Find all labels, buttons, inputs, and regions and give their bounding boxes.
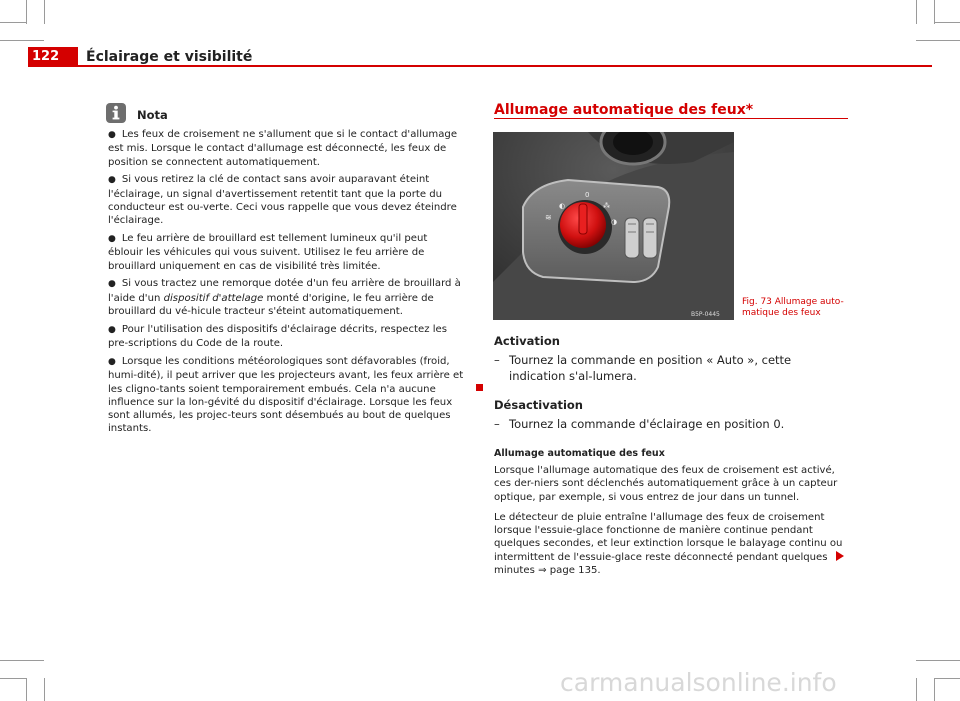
activation-heading: Activation [494,334,560,348]
section-end-marker [476,384,483,391]
note-bullet-text: Lorsque les conditions météorologiques sont défavorables (froid, humi-dité), il peut arriver que les projecteurs avant, les feux arrière et les cligno-tants soient temporairement embués. Cela n'a aucune influence sur la lon-gévité du dispositif d'éclairage. Lorsque les feux sont allumés, les projec-teurs sont désembués au bout de quelques instants. [108,355,464,435]
section-title: Allumage automatique des feux* [494,102,754,118]
watermark: carmanualsonline.info [560,668,837,697]
crop-mark [916,660,960,661]
note-bullet-text: Si vous retirez la clé de contact sans avoir auparavant éteint l'éclairage, un signal d'avertissement retentit tant que la porte du conducteur est ou-verte. Ceci vous rappelle que vous devez éteindre l'éclairage. [108,174,457,227]
bullet-dot-icon: ● [108,175,116,186]
light-switch-photo [493,132,734,320]
dash-marker: – [494,353,500,367]
figure-caption [742,297,852,319]
crop-mark [0,678,26,679]
chapter-title: Éclairage et visibilité [86,49,253,65]
crop-mark [916,678,917,701]
svg-text:◑: ◑ [611,218,618,226]
crop-mark [44,0,45,24]
note-heading [105,102,464,124]
crop-mark [934,678,935,701]
crop-mark [44,678,45,701]
note-bullet [108,128,464,169]
note-bullet [108,323,464,351]
figure-caption-line: matique des feux [742,308,821,318]
note-bullet [108,232,464,273]
crop-mark [916,0,917,24]
note-bullet-text: monté d'origine, le feu arrière de brouillard du vé-hicule tracteur s'éteint automatiquement. [108,292,434,318]
activation-step [494,352,850,384]
crop-mark [26,678,27,701]
svg-text:◐: ◐ [559,202,566,210]
svg-text:⁂: ⁂ [603,202,610,210]
procedure-column [494,334,850,577]
crop-mark [934,678,960,679]
figure-caption-line: Fig. 73 Allumage auto- [742,297,844,307]
bullet-dot-icon: ● [108,279,116,290]
crop-mark [934,22,960,23]
header-rule [28,65,932,67]
note-bullet-text: Pour l'utilisation des dispositifs d'éclairage décrits, respectez les pre-scriptions du Code de la route. [108,323,447,350]
note-bullet-text: Si vous tractez une remorque dotée d'un feu arrière de brouillard à l'aide d'un [108,278,461,304]
deactivation-step [494,416,850,432]
figure-code: B5P-0445 [691,311,720,318]
crop-mark [0,22,26,23]
bullet-dot-icon: ● [108,234,116,245]
note-bullet [108,173,464,227]
deactivation-heading: Désactivation [494,398,583,412]
svg-text:0: 0 [585,191,590,199]
deactivation-step-text: Tournez la commande d'éclairage en position 0. [509,417,785,431]
note-bullet-text: Les feux de croisement ne s'allument que si le contact d'allumage est mis. Lorsque le contact d'allumage est déconnecté, les feux de position se connectent automatiquement. [108,129,458,168]
rain-sensor-paragraph: Le détecteur de pluie entraîne l'allumage des feux de croisement lorsque l'essuie-glace fonctionne de manière continue pendant quelques secondes, et leur extinction lorsque le balayage continu ou intermittent de l'essuie-glace reste déconnecté pendant quelques minutes ⇒ page 135. [494,511,843,577]
note-title: Nota [137,108,168,123]
activation-step-text: Tournez la commande en position « Auto », cette indication s'al-lumera. [509,353,792,383]
note-bullet [108,277,464,318]
svg-text:≋: ≋ [545,213,552,222]
continue-arrow-icon [836,551,844,561]
crop-mark [934,0,935,24]
crop-mark [0,40,44,41]
crop-mark [0,660,44,661]
dash-marker: – [494,417,500,431]
light-switch-figure [493,132,734,320]
page-number: 122 [28,47,78,67]
bullet-dot-icon: ● [108,356,116,367]
info-icon [105,102,127,124]
emphasis-term: dispositif d'attelage [163,292,264,304]
auto-lights-paragraph: Lorsque l'allumage automatique des feux de croisement est activé, ces der-niers sont déclenchés automatiquement grâce à un capteur optique, par exemple, si vous entrez de jour dans un tunnel. [494,465,838,503]
crop-mark [26,0,27,24]
crop-mark [916,40,960,41]
section-rule [494,118,848,119]
note-bullet [108,355,464,436]
bullet-dot-icon: ● [108,324,116,335]
note-bullet-text: Le feu arrière de brouillard est tellement lumineux qu'il peut éblouir les véhicules qui vous suivent. Utilisez le feu arrière de brouillard uniquement en cas de visibilité très limitée. [108,233,428,272]
note-block [108,102,464,440]
auto-lights-heading: Allumage automatique des feux [494,448,665,459]
bullet-dot-icon: ● [108,130,116,140]
